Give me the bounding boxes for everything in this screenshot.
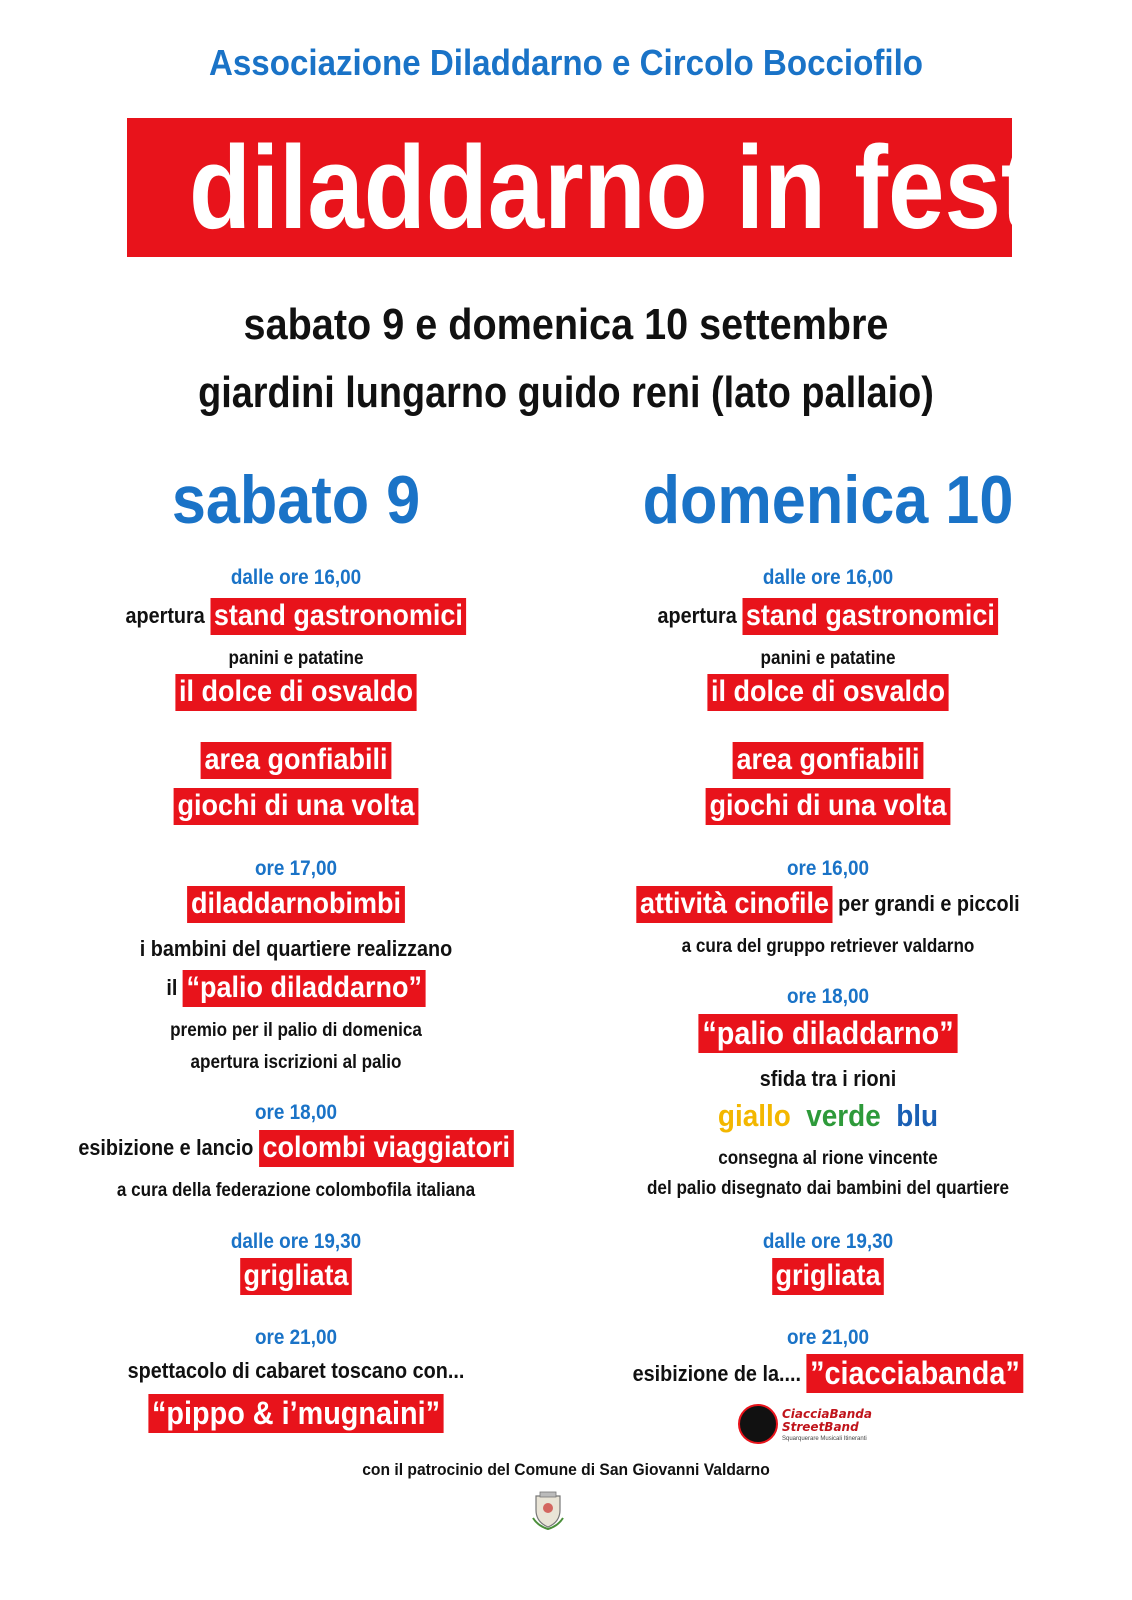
sunday-heading: domenica 10 (642, 462, 1014, 538)
sat-grigliata: grigliata (240, 1258, 352, 1295)
event-location: giardini lungarno guido reni (lato pallaio) (198, 368, 934, 417)
sat-bambini: i bambini del quartiere realizzano (139, 936, 453, 961)
sat-time-2: ore 17,00 (255, 857, 337, 880)
sun-grigliata: grigliata (772, 1258, 884, 1295)
event-dates: sabato 9 e domenica 10 settembre (243, 300, 889, 349)
sat-esibizione: esibizione e lancio (78, 1135, 254, 1161)
sun-retriever: a cura del gruppo retriever valdarno (681, 936, 975, 957)
sunday-column (548, 460, 1108, 1391)
sun-gonfiabili: area gonfiabili (733, 742, 923, 779)
sat-il: il (166, 975, 178, 1001)
sun-palio: “palio diladdarno” (699, 1014, 957, 1053)
sun-time-4: dalle ore 19,30 (762, 1230, 894, 1253)
logo-name-2: StreetBand (782, 1420, 859, 1434)
sat-giochi: giochi di una volta (174, 788, 418, 825)
sun-sfida: sfida tra i rioni (759, 1066, 897, 1091)
rione-verde: verde (806, 1098, 881, 1133)
sun-stand-gastronomici: stand gastronomici (742, 598, 998, 635)
sun-grandi: per grandi e piccoli (838, 891, 1020, 917)
municipal-crest-icon (530, 1490, 566, 1530)
sun-esibizione: esibizione de la.... (632, 1360, 801, 1386)
sun-panini: panini e patatine (760, 648, 896, 669)
sat-colombi: colombi viaggiatori (259, 1130, 514, 1167)
sat-premio: premio per il palio di domenica (170, 1020, 422, 1041)
sat-dolce: il dolce di osvaldo (175, 674, 416, 711)
sun-ciacciabanda: ”ciacciabanda” (806, 1354, 1023, 1393)
sun-time-2: ore 16,00 (787, 857, 869, 880)
patronage-text: con il patrocinio del Comune di San Giovanni Valdarno (362, 1460, 770, 1479)
saturday-heading: sabato 9 (171, 462, 421, 538)
sun-apertura: apertura (657, 603, 737, 629)
sun-time-3: ore 18,00 (787, 985, 869, 1008)
sat-stand-gastronomici: stand gastronomici (210, 598, 466, 635)
sat-time-4: dalle ore 19,30 (230, 1230, 362, 1253)
sun-giochi: giochi di una volta (706, 788, 950, 825)
sun-time-1: dalle ore 16,00 (762, 566, 894, 589)
sat-iscrizioni: apertura iscrizioni al palio (190, 1052, 402, 1073)
sat-apertura: apertura (125, 603, 205, 629)
sat-gonfiabili: area gonfiabili (201, 742, 391, 779)
rione-giallo: giallo (717, 1098, 791, 1133)
sat-cabaret: spettacolo di cabaret toscano con... (127, 1358, 465, 1383)
sun-consegna: consegna al rione vincente (718, 1148, 938, 1169)
sat-time-3: ore 18,00 (255, 1101, 337, 1124)
sat-panini: panini e patatine (228, 648, 364, 669)
sat-time-5: ore 21,00 (255, 1326, 337, 1349)
sat-palio: “palio diladdarno” (183, 970, 426, 1007)
ciacciabanda-logo (738, 1402, 878, 1450)
saturday-column (16, 460, 576, 1431)
sun-dolce: il dolce di osvaldo (707, 674, 948, 711)
sat-pippo: “pippo & i’mugnaini” (148, 1394, 443, 1433)
logo-tagline: Squarquerare Musicali Itineranti (782, 1436, 867, 1442)
drum-icon (738, 1404, 778, 1444)
sun-time-5: ore 21,00 (787, 1326, 869, 1349)
event-title: diladdarno in festa (188, 122, 1092, 254)
sat-time-1: dalle ore 16,00 (230, 566, 362, 589)
sun-cinofile: attività cinofile (636, 886, 832, 923)
sun-disegnato: del palio disegnato dai bambini del quartiere (646, 1178, 1010, 1199)
rione-blu: blu (896, 1098, 939, 1133)
title-banner (127, 118, 1092, 257)
organizer-heading: Associazione Diladdarno e Circolo Bocciofilo (208, 42, 924, 83)
logo-name-1: CiacciaBanda (782, 1407, 872, 1421)
sat-diladdarnobimbi: diladdarnobimbi (187, 886, 404, 923)
sat-federazione: a cura della federazione colombofila italiana (116, 1180, 476, 1201)
